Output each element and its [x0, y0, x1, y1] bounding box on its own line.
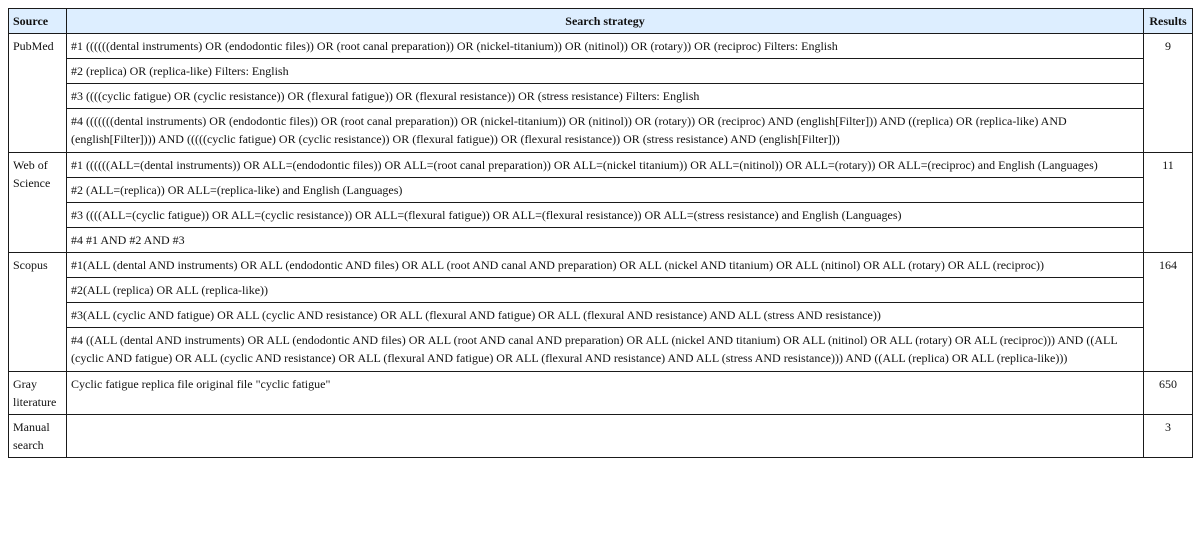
table-row — [9, 84, 1193, 109]
strategy-cell: #3(ALL (cyclic AND fatigue) OR ALL (cyclic AND resistance) OR ALL (flexural AND fatigue) OR ALL (flexural AND resistance) AND ALL (stress AND resistance)) — [67, 303, 1144, 328]
strategy-cell: #3 ((((ALL=(cyclic fatigue)) OR ALL=(cyclic resistance)) OR ALL=(flexural fatigue)) OR ALL=(flexural resistance)) OR ALL=(stress resistance) and English (Languages) — [67, 203, 1144, 228]
table-row — [9, 178, 1193, 203]
strategy-cell: #2 (replica) OR (replica-like) Filters: English — [67, 59, 1144, 84]
source-cell-manual-search: Manual search — [9, 415, 67, 458]
table-row — [9, 415, 1193, 458]
header-results: Results — [1144, 9, 1193, 34]
results-cell-manual-search: 3 — [1144, 415, 1193, 458]
table-row — [9, 278, 1193, 303]
results-cell-pubmed: 9 — [1144, 34, 1193, 153]
search-strategy-table — [8, 8, 1193, 458]
strategy-cell: Cyclic fatigue replica file original file "cyclic fatigue" — [67, 372, 1144, 415]
strategy-cell: #3 ((((cyclic fatigue) OR (cyclic resistance)) OR (flexural fatigue)) OR (flexural resistance)) OR (stress resistance) Filters: English — [67, 84, 1144, 109]
strategy-cell: #1 ((((((ALL=(dental instruments)) OR ALL=(endodontic files)) OR ALL=(root canal preparation)) OR ALL=(nickel titanium)) OR ALL=(nitinol)) OR ALL=(rotary)) OR ALL=(reciproc) and English (Languages) — [67, 153, 1144, 178]
strategy-cell: #1 ((((((dental instruments) OR (endodontic files)) OR (root canal preparation)) OR (nickel-titanium)) OR (nitinol)) OR (rotary)) OR (reciproc) Filters: English — [67, 34, 1144, 59]
header-row — [9, 9, 1193, 34]
table-row — [9, 203, 1193, 228]
strategy-cell: #4 #1 AND #2 AND #3 — [67, 228, 1144, 253]
strategy-cell: #4 (((((((dental instruments) OR (endodontic files)) OR (root canal preparation)) OR (nickel-titanium)) OR (nitinol)) OR (rotary)) OR (reciproc) AND (english[Filter])) AND ((replica) OR (replica-like) AND (english[Filter]))) AND (((((cyclic fatigue) OR (cyclic resistance)) OR (flexural fatigue)) OR (flexural resistance)) OR (stress resistance) AND (english[Filter])) — [67, 109, 1144, 153]
table-row — [9, 303, 1193, 328]
header-search-strategy: Search strategy — [67, 9, 1144, 34]
strategy-cell: #1(ALL (dental AND instruments) OR ALL (endodontic AND files) OR ALL (root AND canal AND preparation) OR ALL (nickel AND titanium) OR ALL (nitinol) OR ALL (rotary) OR ALL (reciproc)) — [67, 253, 1144, 278]
header-source: Source — [9, 9, 67, 34]
table-row — [9, 153, 1193, 178]
results-cell-scopus: 164 — [1144, 253, 1193, 372]
table-row — [9, 59, 1193, 84]
source-cell-scopus: Scopus — [9, 253, 67, 372]
strategy-cell: #2(ALL (replica) OR ALL (replica-like)) — [67, 278, 1144, 303]
table-row — [9, 228, 1193, 253]
table-row — [9, 253, 1193, 278]
results-cell-web-of-science: 11 — [1144, 153, 1193, 253]
strategy-cell — [67, 415, 1144, 458]
source-cell-pubmed: PubMed — [9, 34, 67, 153]
source-cell-web-of-science: Web of Science — [9, 153, 67, 253]
strategy-cell: #2 (ALL=(replica)) OR ALL=(replica-like) and English (Languages) — [67, 178, 1144, 203]
search-strategy-table-container — [8, 8, 1192, 458]
results-cell-gray-literature: 650 — [1144, 372, 1193, 415]
table-row — [9, 372, 1193, 415]
table-row — [9, 109, 1193, 153]
source-cell-gray-literature: Gray literature — [9, 372, 67, 415]
table-row — [9, 34, 1193, 59]
table-row — [9, 328, 1193, 372]
strategy-cell: #4 ((ALL (dental AND instruments) OR ALL (endodontic AND files) OR ALL (root AND canal AND preparation) OR ALL (nickel AND titanium) OR ALL (nitinol) OR ALL (rotary) OR ALL (reciproc))) AND ((ALL (cyclic AND fatigue) OR ALL (cyclic AND resistance) OR ALL (flexural AND fatigue) OR ALL (flexural AND resistance) AND ALL (stress AND resistance))) AND ((ALL (replica) OR ALL (replica-like))) — [67, 328, 1144, 372]
